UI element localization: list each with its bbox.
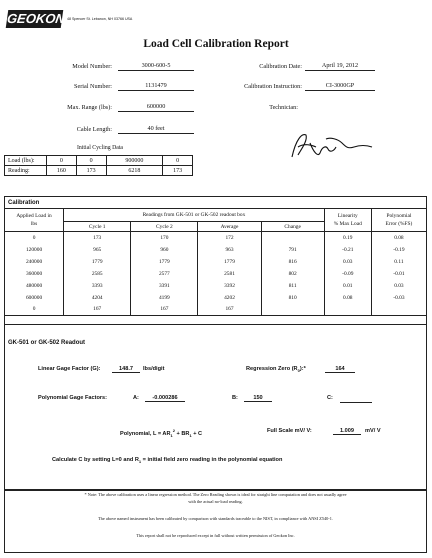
cable-length-value: 40 feet [118, 124, 194, 134]
regression-zero-label: Regression Zero $(R_0):*$ [246, 366, 306, 374]
full-scale-unit: mV/ V [365, 428, 381, 434]
table-row [5, 268, 427, 280]
table-cell: -0.03 [371, 292, 426, 304]
table-cell: 120000 [5, 244, 64, 256]
table-cell: 791 [261, 244, 324, 256]
table-cell [371, 304, 426, 316]
col-cycle1: Cycle 1 [64, 222, 131, 232]
load-label: Load (lbs): [5, 156, 47, 166]
initial-cycling-title: Initial Cycling Data [76, 145, 124, 151]
table-cell: 1779 [198, 256, 261, 268]
readout-section-title: GK-501 or GK-502 Readout [8, 340, 86, 346]
table-cell: 4199 [131, 292, 198, 304]
table-cell: 2577 [131, 268, 198, 280]
factor-c-value [340, 395, 372, 403]
geokon-logo: GEOKON [6, 11, 66, 26]
table-cell: 1779 [64, 256, 131, 268]
initial-cycling-table [4, 155, 193, 176]
table-cell: 240000 [5, 256, 64, 268]
table-cell: -0.01 [371, 268, 426, 280]
regression-note-continued: with the actual no-load reading. [188, 499, 243, 504]
table-row [5, 156, 193, 166]
table-cell: 960 [131, 244, 198, 256]
technician-signature [286, 129, 376, 163]
section-divider [4, 324, 427, 325]
reading-cell: 173 [76, 166, 106, 176]
table-cell: 0.08 [324, 292, 371, 304]
load-cell: 900000 [106, 156, 163, 166]
col-polynomial-error: Polynomial Error (%FS) [371, 209, 426, 232]
calibration-date-value: April 19, 2012 [305, 61, 375, 71]
calibration-date-label: Calibration Date: [259, 63, 302, 70]
factor-c-label: C: [327, 395, 333, 401]
col-readings-header: Readings from GK-501 or GK-502 readout box [64, 209, 325, 222]
table-cell: 173 [64, 232, 131, 244]
table-cell: 3392 [198, 280, 261, 292]
col-average: Average [198, 222, 261, 232]
table-cell: 0.03 [324, 256, 371, 268]
table-cell: 811 [261, 280, 324, 292]
table-cell: 2581 [198, 268, 261, 280]
technician-label: Technician: [269, 104, 298, 111]
reading-label: Reading: [5, 166, 47, 176]
table-cell: 810 [261, 292, 324, 304]
table-cell: 0.01 [324, 280, 371, 292]
table-row [5, 166, 193, 176]
serial-number-label: Serial Number: [74, 83, 112, 90]
load-cell: 0 [47, 156, 77, 166]
table-cell: 360000 [5, 268, 64, 280]
table-cell: 0.08 [371, 232, 426, 244]
table-cell: 1779 [131, 256, 198, 268]
linear-gage-factor-value: 148.7 [112, 366, 140, 373]
table-cell: 0 [5, 304, 64, 316]
regression-note: * Note: The above calibration uses a linear regression method. The Zero Reading shown is ideal for straight line computation and does not usually agree [84, 492, 347, 497]
calibration-section-title: Calibration [8, 200, 40, 206]
table-row [5, 304, 427, 316]
table-cell: 4202 [198, 292, 261, 304]
calculate-c-instruction: Calculate C by setting L=0 and $R_1$ = initial field zero reading in the polynomial equation [52, 457, 283, 465]
model-number-value: 3000-600-5 [118, 61, 194, 71]
table-cell: 4204 [64, 292, 131, 304]
table-row [5, 232, 427, 244]
table-cell: -0.09 [324, 268, 371, 280]
model-number-label: Model Number: [72, 63, 112, 70]
table-cell [261, 232, 324, 244]
polynomial-gage-factors-label: Polynomial Gage Factors: [38, 395, 108, 401]
calibration-table [4, 208, 427, 316]
table-cell: -0.19 [371, 244, 426, 256]
table-cell: 170 [131, 232, 198, 244]
calibration-instruction-label: Calibration Instruction: [244, 83, 302, 90]
max-range-value: 600000 [118, 102, 194, 112]
table-cell: 802 [261, 268, 324, 280]
table-row [5, 280, 427, 292]
col-change: Change [261, 222, 324, 232]
table-cell: 172 [198, 232, 261, 244]
table-cell: 600000 [5, 292, 64, 304]
load-cell: 0 [76, 156, 106, 166]
table-cell: 3391 [131, 280, 198, 292]
col-applied-load: Applied Load in lbs [5, 209, 64, 232]
reading-cell: 6218 [106, 166, 163, 176]
table-cell: 167 [198, 304, 261, 316]
company-address: 48 Spencer St. Lebanon, NH 03766 USA [67, 17, 133, 21]
table-cell: 963 [198, 244, 261, 256]
table-cell [324, 304, 371, 316]
table-cell: 167 [64, 304, 131, 316]
cable-length-label: Cable Length: [76, 126, 112, 133]
factor-a-value: -0.000286 [145, 395, 185, 402]
polynomial-equation: Polynomial, $L = AR_1^2 + BR_1 + C$ [120, 428, 203, 438]
max-range-label: Max. Range (lbs): [67, 104, 112, 111]
regression-zero-value: 164 [325, 366, 355, 373]
table-cell: -0.21 [324, 244, 371, 256]
full-scale-label: Full Scale mV/ V: [267, 428, 312, 434]
table-cell: 480000 [5, 280, 64, 292]
table-cell: 965 [64, 244, 131, 256]
table-cell: 816 [261, 256, 324, 268]
col-linearity: Linearity % Max Load [324, 209, 371, 232]
table-row [5, 256, 427, 268]
table-cell: 0.11 [371, 256, 426, 268]
reproduction-note: This report shall not be reproduced except in full without written permission of Geokon Inc. [136, 533, 295, 538]
table-header-row [5, 209, 427, 222]
table-cell: 3393 [64, 280, 131, 292]
table-cell [261, 304, 324, 316]
table-row [5, 244, 427, 256]
table-cell: 167 [131, 304, 198, 316]
table-cell: 2585 [64, 268, 131, 280]
reading-cell: 173 [163, 166, 193, 176]
table-cell: 0.19 [324, 232, 371, 244]
load-cell: 0 [163, 156, 193, 166]
table-row [5, 292, 427, 304]
factor-b-value: 150 [244, 395, 272, 402]
col-cycle2: Cycle 2 [131, 222, 198, 232]
factor-a-label: A: [133, 395, 139, 401]
table-cell: 0 [5, 232, 64, 244]
linear-gage-factor-label: Linear Gage Factor (G): [38, 366, 101, 372]
report-title: Load Cell Calibration Report [143, 38, 289, 50]
nist-traceability-note: The above named instrument has been calibrated by comparison with standards traceable to the NIST, in compliance with ANSI Z540-1. [98, 516, 333, 521]
linear-gage-factor-unit: lbs/digit [143, 366, 165, 372]
full-scale-value: 1.009 [333, 428, 361, 435]
reading-cell: 160 [47, 166, 77, 176]
calibration-instruction-value: CI-3000GP [305, 81, 375, 91]
factor-b-label: B: [232, 395, 238, 401]
serial-number-value: 1131479 [118, 81, 194, 91]
table-cell: 0.03 [371, 280, 426, 292]
